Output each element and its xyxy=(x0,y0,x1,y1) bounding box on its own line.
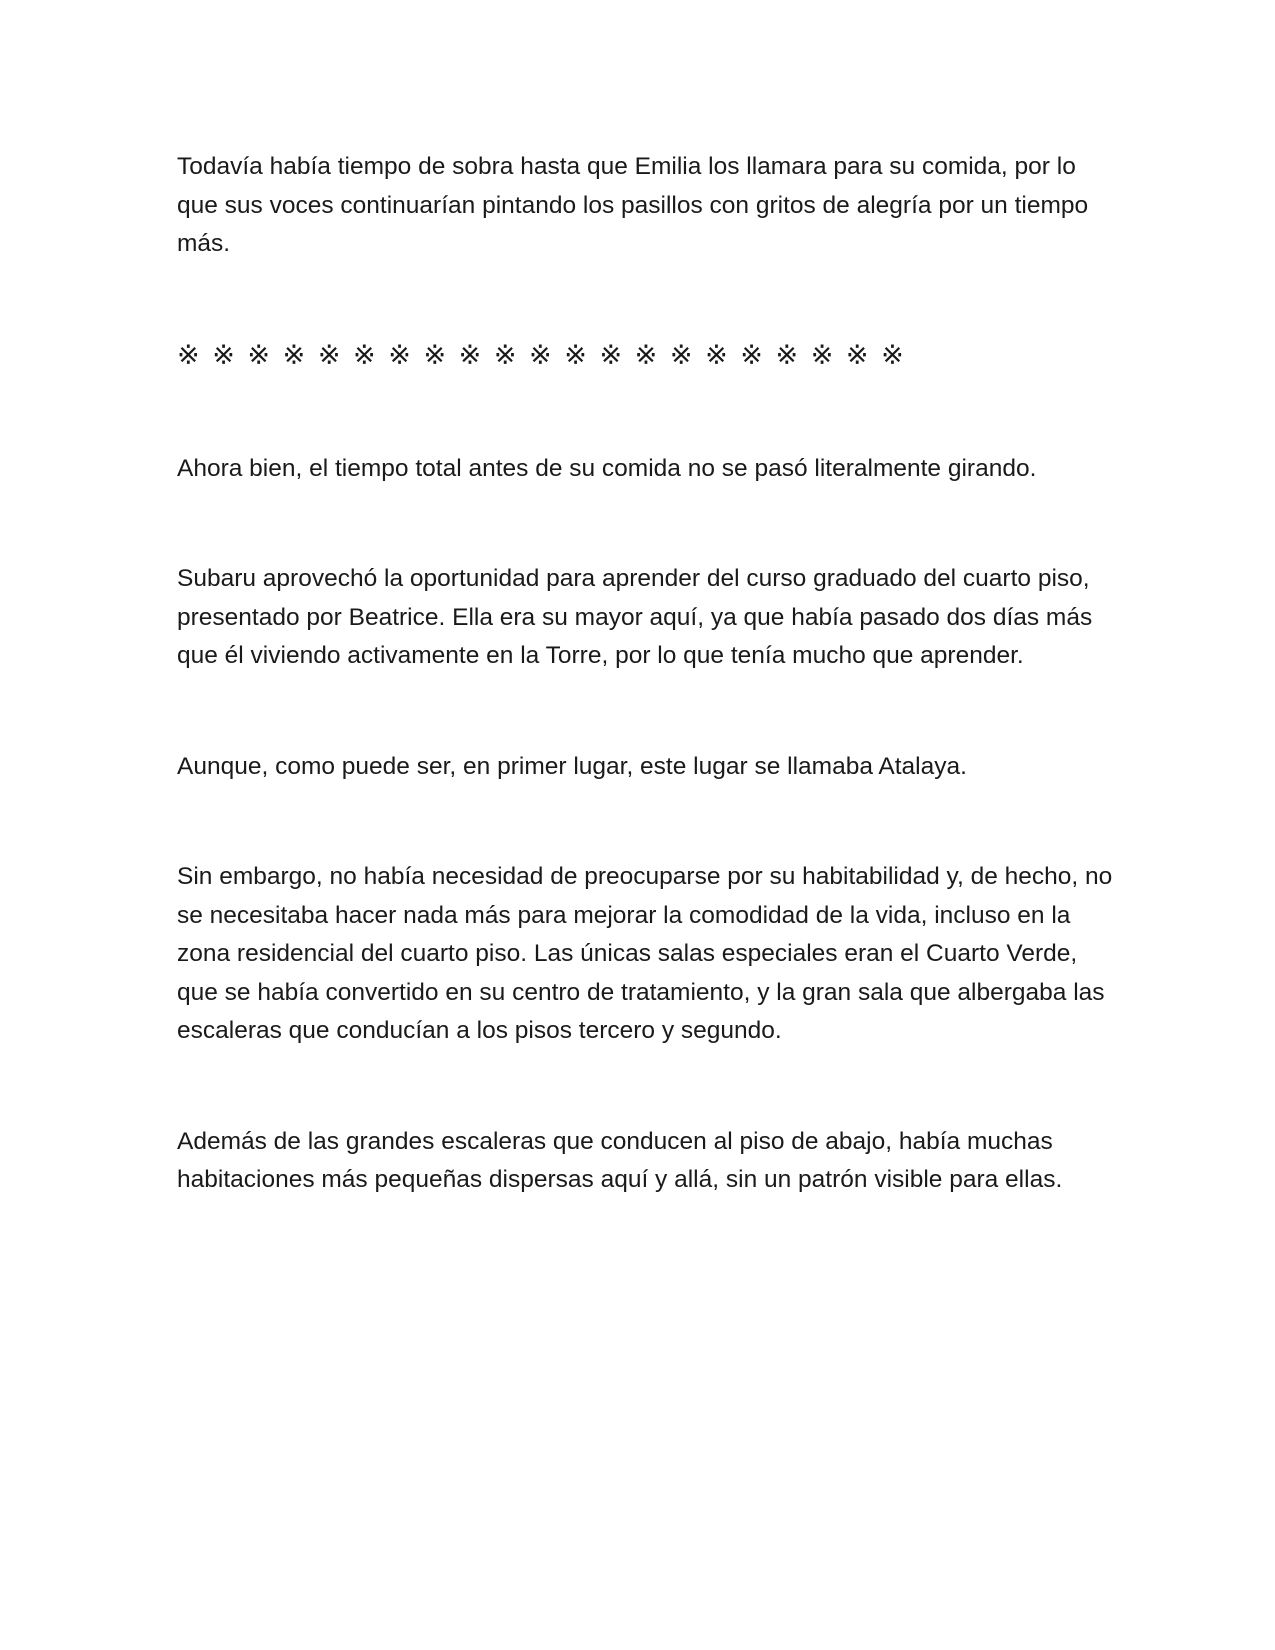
scene-separator: ※ ※ ※ ※ ※ ※ ※ ※ ※ ※ ※ ※ ※ ※ ※ ※ ※ ※ ※ ※ ※ xyxy=(177,339,906,371)
paragraph-5: Sin embargo, no había necesidad de preocuparse por su habitabilidad y, de hecho, no se necesitaba hacer nada más para mejorar la comodidad de la vida, incluso en la zona residencial del cuarto piso. Las únicas salas especiales eran el Cuarto Verde, que se había convertido en su centro de tratamiento, y la gran sala que albergaba las escaleras que conducían a los pisos tercero y segundo. xyxy=(177,863,1113,1044)
document-body xyxy=(177,148,1117,1200)
paragraph-1: Todavía había tiempo de sobra hasta que Emilia los llamara para su comida, por lo que sus voces continuarían pintando los pasillos con gritos de alegría por un tiempo más. xyxy=(177,153,1089,257)
paragraph-4: Aunque, como puede ser, en primer lugar, este lugar se llamaba Atalaya. xyxy=(177,752,967,780)
paragraph-2: Ahora bien, el tiempo total antes de su comida no se pasó literalmente girando. xyxy=(177,454,1037,482)
paragraph-6: Además de las grandes escaleras que conducen al piso de abajo, había muchas habitaciones más pequeñas dispersas aquí y allá, sin un patrón visible para ellas. xyxy=(177,1127,1063,1193)
paragraph-3: Subaru aprovechó la oportunidad para aprender del curso graduado del cuarto piso, presentado por Beatrice. Ella era su mayor aquí, ya que había pasado dos días más que él viviendo activamente en la Torre, por lo que tenía mucho que aprender. xyxy=(177,565,1093,669)
